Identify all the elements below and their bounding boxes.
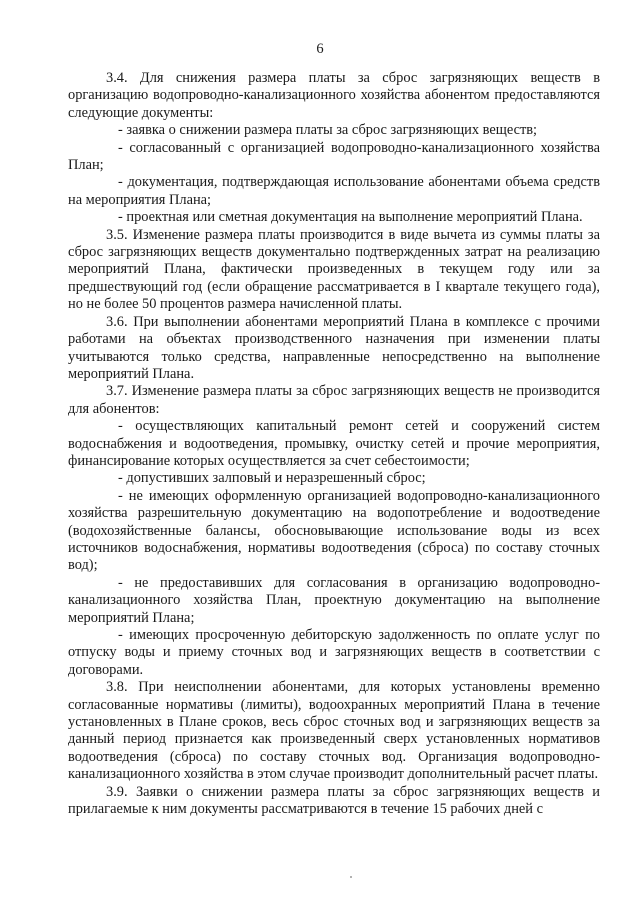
paragraph-3-4-intro: 3.4. Для снижения размера платы за сброс загрязняющих веществ в организацию водопроводно-канализационного хозяйства абонентом предоставляются следующие документы:: [68, 70, 600, 121]
paragraph-3-9: 3.9. Заявки о снижении размера платы за сброс загрязняющих веществ и прилагаемые к ним документы рассматриваются в течение 15 рабочих дней с: [68, 783, 600, 818]
list-item: - проектная или сметная документация на выполнение мероприятий Плана.: [118, 209, 583, 226]
list-item: - согласованный с организацией водопроводно-канализационного хозяйства План;: [68, 139, 600, 174]
list-item: - осуществляющих капитальный ремонт сетей и сооружений систем водоснабжения и водоотведения, промывку, очистку сетей и прочие мероприятия, финансирование которых осуществляется за счет себестоимости;: [68, 418, 600, 469]
list-item: - не имеющих оформленную организацией водопроводно-канализационного хозяйства разрешительную документацию на водопотребление и водоотведение (водохозяйственные балансы, обосновывающие использование воды из всех источников водоснабжения, нормативы водоотведения (сброса) по составу сточных вод);: [68, 487, 600, 574]
list-item: - имеющих просроченную дебиторскую задолженность по оплате услуг по отпуску воды и приему сточных вод и загрязняющих веществ в соответствии с договорами.: [68, 627, 600, 678]
paragraph-3-7-intro: 3.7. Изменение размера платы за сброс загрязняющих веществ не производится для абонентов:: [68, 383, 600, 417]
list-item: - заявка о снижении размера платы за сброс загрязняющих веществ;: [118, 122, 538, 139]
list-item: - допустивших залповый и неразрешенный сброс;: [118, 470, 426, 487]
page-number: 6: [316, 41, 324, 57]
paragraph-3-8: 3.8. При неисполнении абонентами, для которых установлены временно согласованные нормативы (лимиты), водоохранных мероприятий Плана в течение установленных в Плане сроков, весь сброс сточных вод и загрязняющих веществ за данный период признается как произведенный сверх установленных нормативов водоотведения (сброса) по составу сточных вод. Организация водопроводно-канализационного хозяйства в этом случае производит дополнительный расчет платы.: [68, 679, 600, 783]
scan-speck: [350, 876, 352, 878]
paragraph-3-5: 3.5. Изменение размера платы производится в виде вычета из суммы платы за сброс загрязняющих веществ документально подтвержденных затрат на реализацию мероприятий Плана, фактически произведенных в текущем году или за предшествующий год (если обращение рассматривается в I квартале текущего года), но не более 50 процентов размера начисленной платы.: [68, 226, 600, 313]
document-body: [68, 70, 600, 818]
paragraph-3-6: 3.6. При выполнении абонентами мероприятий Плана в комплексе с прочими работами на объектах производственного назначения при изменении платы учитываются только средства, направленные непосредственно на выполнение мероприятий Плана.: [68, 313, 600, 382]
list-item: - не предоставивших для согласования в организацию водопроводно-канализационного хозяйства План, проектную документацию на выполнение мероприятий Плана;: [68, 574, 600, 626]
list-item: - документация, подтверждающая использование абонентами объема средств на мероприятия Плана;: [68, 174, 600, 208]
